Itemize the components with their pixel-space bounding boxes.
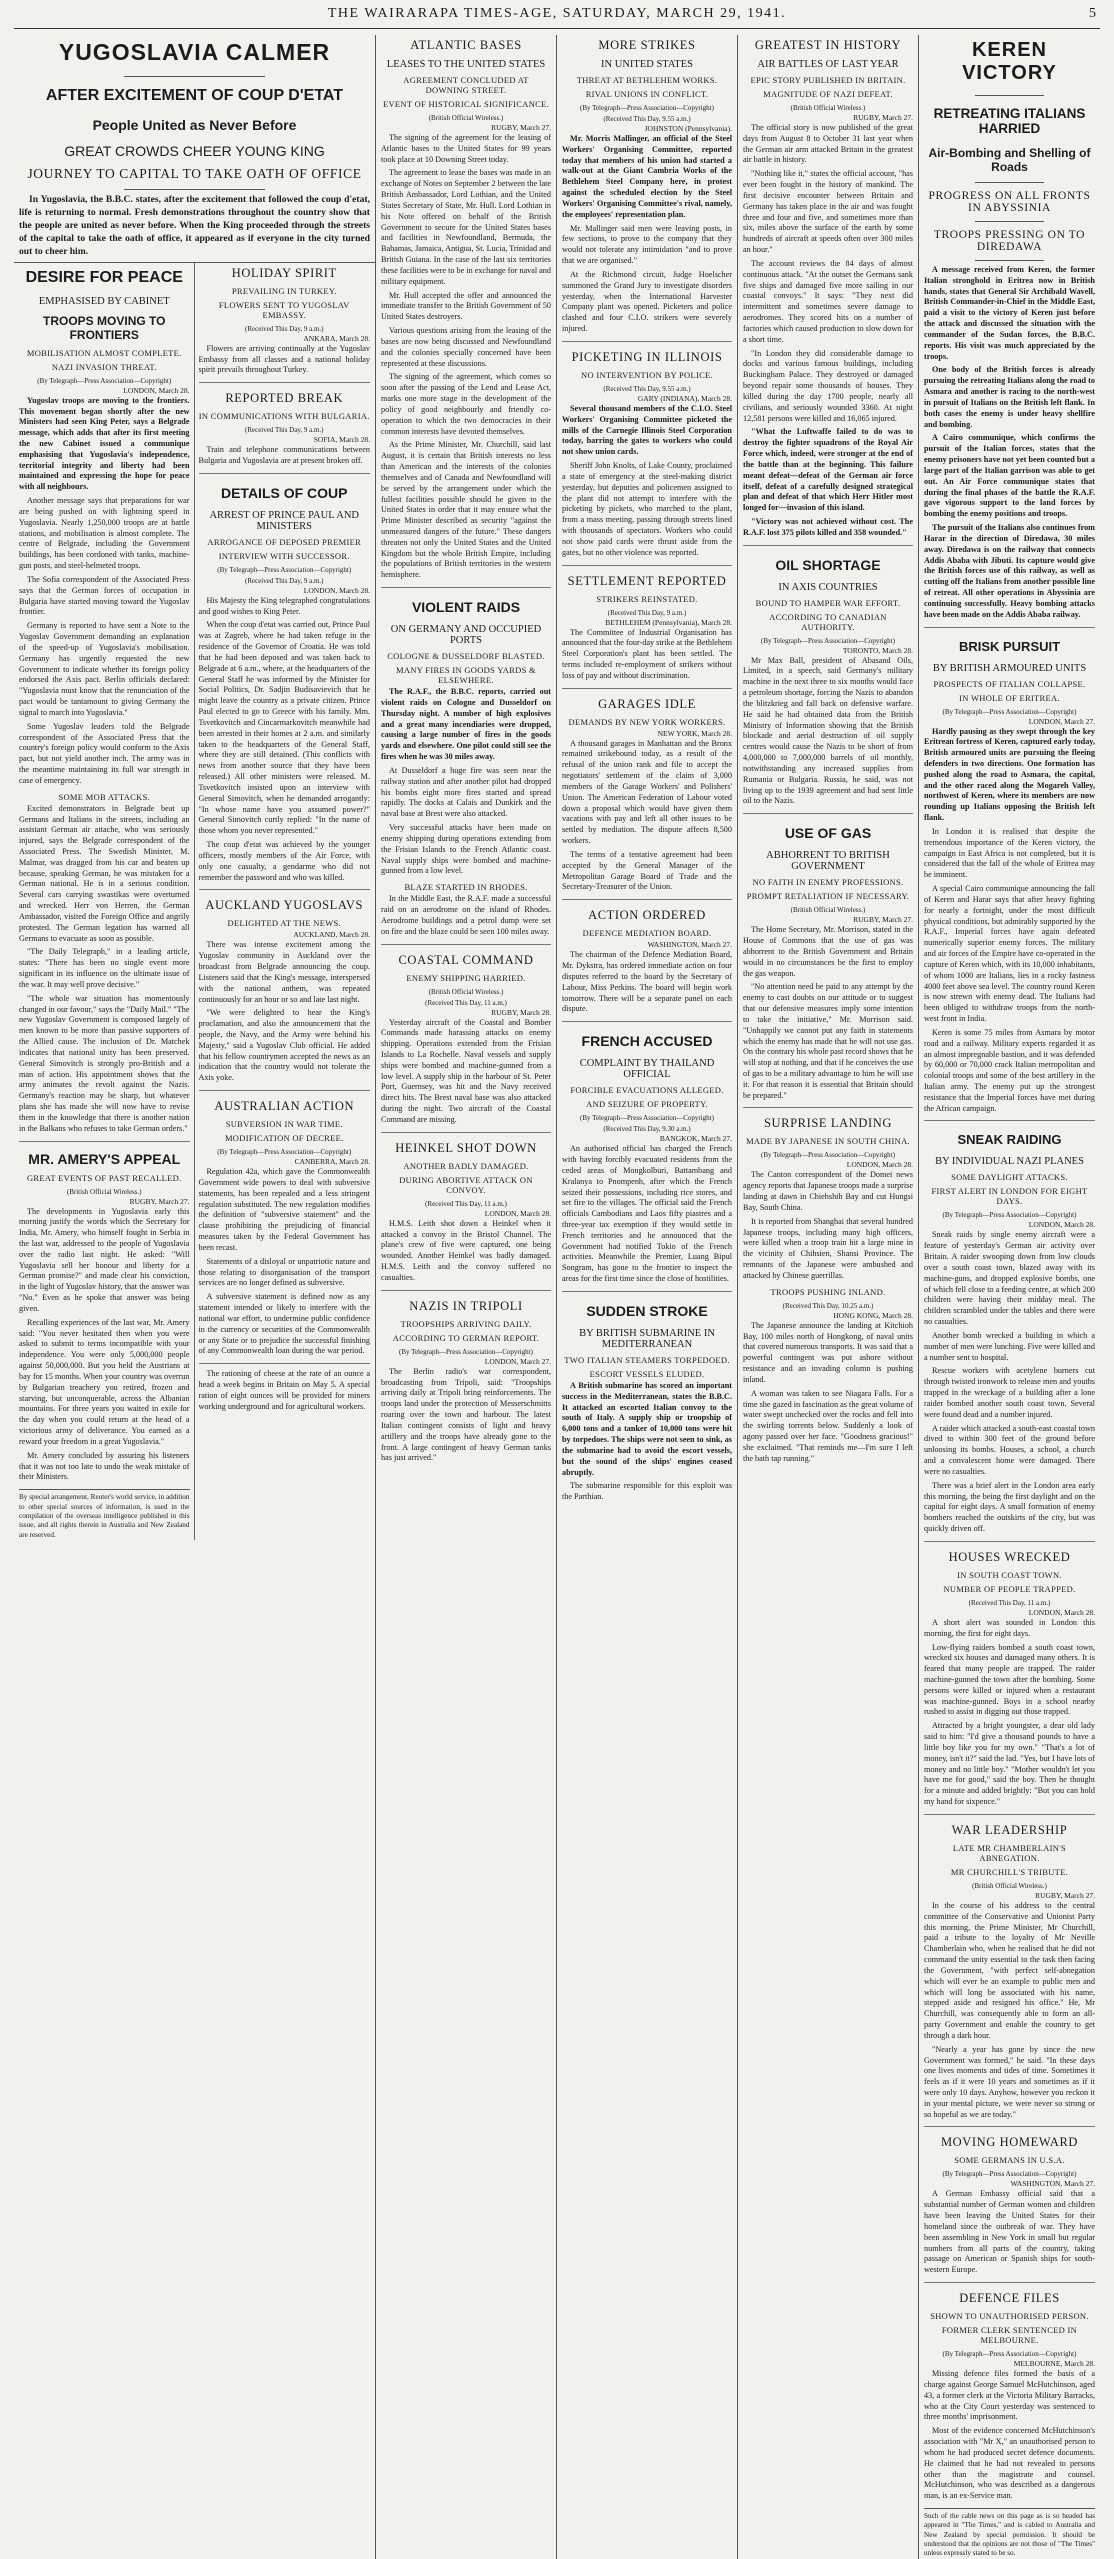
settlement-dateline: BETHLEHEM (Pennsylvania), March 28.	[605, 617, 732, 627]
defence-credit: (By Telegraph—Press Association—Copyright)	[942, 2350, 1077, 2359]
auckland-paragraph: "We were delighted to hear the King's proclamation, and also the announcement that the people, the Navy, and the Army were behind his Majesty," said a Yugoslav Club official. He added that his fellow countrymen accepted the news as an indication that the country would not tolerate the Axis yoke.	[198, 1008, 370, 1083]
homeward-deck-1: SOME GERMANS IN U.S.A.	[954, 2155, 1065, 2166]
coup-deck-1: ARREST OF PRINCE PAUL AND MINISTERS	[209, 509, 360, 532]
houses-paragraph: A short alert was sounded in London this morning, the first for eight days.	[924, 1617, 1095, 1638]
raids-paragraph: In the Middle East, the R.A.F. made a successful raid on an aerodrome on the island of Rhodes. Aerodrome buildings and a petrol dump were set on fire and the blaze could be seen 100 miles away.	[381, 894, 551, 936]
sneak-paragraph: Sneak raids by single enemy aircraft were a feature of yesterday's German air activity over Britain. A raider swooping down from low clouds over a south coast town, blazed away with its machine-guns, and dropped explosive bombs, one of which fell close to a feeding centre, at which 200 children were having their midday meal. The children scrambled under the tables and there were no casualties.	[924, 1230, 1095, 1327]
columns	[14, 35, 1100, 2558]
garages-paragraph: A thousand garages in Manhattan and the Bronx remained strikebound today, as a result of the refusal of the union rank and file to accept the negotiators' settlement of the claim of 3,000 members of the Garage Workers' and Polishers' Union. The American Federation of Labour voted down a proposal which would have given them vacations with pay and left all other issues to be settled by mediation. The dispute affects 8,500 workers.	[562, 738, 732, 846]
keren-paragraph: The pursuit of the Italians also continues from Harar in the direction of Diredawa, 30 miles away. Diredawa is on the railway that connects Addis Ababa with Jibuti. Its capture would give the British forces use of this railway, as well as cutting off the Italians from another possible line of retreat. All other operations in Abyssinia are continuing successfully. Heavy bombing attacks have been made on the Addis Ababa railway.	[924, 523, 1095, 619]
bases-dateline: RUGBY, March 27.	[491, 123, 551, 132]
french-paragraph: An authorised official has charged the French with having forcibly evacuated residents from the ceded areas of Mongkolburi, Battambang and Kralanya to Pnompenh, after which the French seized their possessions, including rice stores, and set fire to the villages. The official said the French officials Cambodians and Laos fifty piastres and a three-year tax exemption if they would settle in French territories and he announced that the Government had notified Tokio of the French activities. Meanwhile the Premier, Luang Bipul Songram, has gone to the frontier to inspect the areas for the first time since the close of hostilities.	[562, 1144, 732, 1284]
coup-deck-3: INTERVIEW WITH SUCCESSOR.	[218, 550, 350, 561]
article-keren-victory-lead	[924, 35, 1095, 621]
coup-dateline: LONDON, March 28.	[303, 585, 370, 595]
brisk-credit: (By Telegraph—Press Association—Copyright)	[942, 707, 1077, 716]
action-headline: ACTION ORDERED	[588, 908, 706, 923]
divider	[975, 95, 1043, 96]
auckland-dateline: AUCKLAND, March 28.	[293, 930, 370, 940]
french-credit-received: (Received This Day, 9.30 a.m.)	[603, 1125, 691, 1134]
landing-paragraph: It is reported from Shanghai that several hundred Japanese troops, including many high officers, were killed when a troop train hit a large mine in the vicinity of Chihsien, Shansi Province. The remnants of the Japanese were ambushed and attacked by Chinese guerrillas.	[743, 1216, 913, 1280]
houses-dateline: LONDON, March 28.	[1028, 1607, 1095, 1617]
peace-paragraph: Excited demonstrators in Belgrade beat up Germans and Italians in the streets, including an assistant German air attache, who was seriously injured, says the Belgrade correspondent of the Associated Press. The Swedish Minister, M. Malmar, was dragged from his car and beaten up because, speaking German, he was mistaken for a German national. He is in a serious condition. Several cars carrying swastikas were overturned and wrecked. Herr von Herren, the German Ambassador, visited the Foreign Office and angrily protested. The German legation has warned all Germans to evacuate as soon as possible.	[19, 803, 190, 943]
divider	[975, 221, 1043, 222]
auckland-headline: AUCKLAND YUGOSLAVS	[205, 898, 364, 913]
brisk-headline: BRISK PURSUIT	[958, 638, 1061, 654]
raids-deck-3: MANY FIRES IN GOODS YARDS & ELSEWHERE.	[396, 665, 536, 686]
peace-paragraph: Some Yugoslav leaders told the Belgrade correspondent of the Associated Press that the country's foreign policy would conform to the Axis pact, but not yield another inch. The army was in the meantime maintaining its full war strength in case of emergency.	[19, 721, 190, 785]
holiday-deck-2: FLOWERS SENT TO YUGOSLAV EMBASSY.	[218, 299, 350, 320]
article-action-ordered	[562, 899, 732, 1015]
article-more-strikes	[562, 35, 732, 335]
action-deck-1: DEFENCE MEDIATION BOARD.	[582, 928, 712, 939]
houses-paragraph: Low-flying raiders bombed a south coast town, wrecked six houses and damaged many others. It is feared that many people are trapped. The raider machine-gunned the town after the bombing. Some persons were killed or injured when a restaurant was machine-gunned. Boys in a school nearby rushed to assist in digging out those trapped.	[924, 1642, 1095, 1717]
peace-paragraph: "The whole war situation has momentously changed in our favour," says the "Daily Mail." "The new Yugoslav Government is composed largely of men known to be more than passive supporters of the Allied cause. The inclusion of Dr. Matchek indicates that national unity has been preserved. General Simovitch is strongly pro-British and a man of action. His appointment shows that the army animates the revolt against the Nazis. Germany's reaction may be sharp, but whatever plans she has made she will now have to revise them in the knowledge that there is another nation in the Balkans who refuses to take German orders."	[19, 993, 190, 1133]
coastal-deck-1: ENEMY SHIPPING HARRIED.	[406, 972, 526, 983]
defence-paragraph: Most of the evidence concerned McHutchinson's association with "Mr X," an unauthorised person to whom he had produced secret defence documents. He claimed that he had not revealed to persons other than the magistrate and counsel. McHutchinson, who was described as a dangerous man, is an ex-Service man.	[924, 2426, 1095, 2501]
raids-paragraph: At Dusseldorf a huge fire was seen near the railway station and after another pilot had dropped his bombs eight more fires started and spread rapidly. The docks at Calais and Dunkirk and the naval base at Brest were also attacked.	[381, 765, 551, 819]
australian-deck-2: MODIFICATION OF DECREE.	[224, 1133, 344, 1144]
sneak-dateline: LONDON, March 28.	[1028, 1220, 1095, 1230]
column-2	[195, 263, 371, 1540]
picketing-paragraph: Several thousand members of the C.I.O. Steel Workers' Organising Committee picketed the mills of the Carnegie Illinois Steel Corporation today, barring the gates to workers who could not show union cards.	[562, 403, 732, 457]
french-deck-1: COMPLAINT BY THAILAND OFFICIAL	[579, 1058, 715, 1081]
sneak-paragraph: Another bomb wrecked a building in which a number of men were lunching. Five were killed and a number sent to hospital.	[924, 1330, 1095, 1362]
keren-paragraph: One body of the British forces is already pursuing the retreating Italians along the road to Asmara and another is racing to the north-west in pursuit of Italians on the British left flank. In both cases the enemy is under heavy shellfire and bombing.	[924, 365, 1095, 429]
peace-subhead: SOME MOB ATTACKS.	[58, 791, 151, 802]
greatest-credit: (British Official Wireless.)	[790, 104, 866, 112]
peace-deck-3: MOBILISATION ALMOST COMPLETE.	[26, 347, 182, 358]
brisk-deck-3: IN WHOLE OF ERITREA.	[959, 692, 1060, 703]
amery-paragraph: Mr. Amery concluded by assuring his listeners that it was not too late to undo the weak mistake of their Ministers.	[19, 1450, 190, 1482]
holiday-paragraph: Flowers are arriving continually at the Yugoslav Embassy from all classes and a national holiday spirit prevails throughout Turkey.	[198, 343, 370, 375]
article-french-accused	[562, 1021, 732, 1285]
brisk-deck-2: PROSPECTS OF ITALIAN COLLAPSE.	[933, 678, 1086, 689]
war-leadership-paragraph: In the course of his address to the central committee of the Conservative and Unionist Party this morning, the Prime Minister, Mr Churchill, paid a tribute to the loyalty of Mr Neville Chamberlain who, when he realised that he did not command the unity essential to the task then facing the Government, "with perfect self-abnegation which will ever be an example to public men and which will long be associated with his name, stepped aside and resigned his office." He, Mr Churchill, was consequently able to form an all-party Government and enable the country to get through a dark hour.	[924, 1900, 1095, 2040]
greatest-paragraph: "Nothing like it," states the official account, "has ever been fought in the history of mankind. The first decisive encounter between Britain and Germany has taken place in the air and was fought three and four and five, and sometimes more than six, miles above the surface of the earth by some hundreds of aircraft at speeds often over 300 miles an hour."	[743, 169, 913, 255]
action-dateline: WASHINGTON, March 27.	[647, 940, 732, 950]
filler-paragraph: A woman was taken to see Niagara Falls. For a time she gazed in fascination as the great volume of water swept unchecked over the rocks and fell into the swirling torrents below. Suddenly a look of agony passed over her face. "Goodness gracious!" she exclaimed. "That reminds me—I'm sure I left the bath tap running."	[743, 1388, 913, 1463]
bases-paragraph: The signing of the agreement for the leasing of Atlantic bases to the United States for 99 years took place at 10 Downing Street today.	[381, 133, 551, 164]
bases-paragraph: The signing of the agreement, which comes so soon after the passing of the Lend and Lease Act, marks one more stage in the development of the policy of good neighbourly and friendly co-operation to which the two democracies in their common interests have devoted themselves.	[381, 372, 551, 436]
greatest-dateline: RUGBY, March 27.	[853, 113, 913, 122]
oil-credit: (By Telegraph—Press Association—Copyright)	[761, 636, 895, 645]
coup-headline: DETAILS OF COUP	[220, 484, 348, 501]
coup-paragraph: The coup d'etat was achieved by the younger officers, mostly members of the Air Force, with only one casualty, a gendarme who did not remember the password and who was killed.	[198, 840, 370, 882]
homeward-paragraph: A German Embassy official said that a substantial number of German women and children have been leaving the United States for their homeland since the outbreak of war. They have been assembling in New York in small but regular numbers from all parts of the country, taking passage on American or Spanish ships for south-western Europe.	[924, 2189, 1095, 2275]
article-details-of-coup	[199, 473, 371, 884]
column-5	[738, 35, 919, 2559]
cheese-paragraph: The rationing of cheese at the rate of an ounce a head a week begins in Britain on May 5. A special ration of eight ounces will be provided for miners working underground and for agricultural workers.	[198, 1369, 370, 1411]
oil-dateline: TORONTO, March 28.	[842, 645, 913, 655]
settlement-credit: (Received This Day, 9 a.m.)	[607, 608, 687, 617]
yugoslavia-headline: YUGOSLAVIA CALMER	[58, 39, 331, 65]
article-use-of-gas	[743, 813, 913, 1101]
filler-paragraph: Attracted by a bright youngster, a dear old lady said to him: "I'd give a thousand pounds to have a little boy like you for my own." "That's a lot of money, isn't it?" said the lad. "Yes, but I have lots of money and no little boy." "Mother wouldn't let you have me for good," said the boy. Then he thought for a minute and added brightly: "But you can hold my hand for sixpence."	[924, 1721, 1095, 1807]
coup-paragraph: When the coup d'etat was carried out, Prince Paul was at Zagreb, where he had taken refuge in the residence of the Governor of Croatia. He was told that he had been deposed and was taken back to Belgrade at 6 a.m., where, at the headquarters of the General Staff he was informed by the Minister for Social Politics, Dr. Sadjin Budisavievich that he might leave the country as a private citizen. Prince Paul elected to go to Greece with his family. Mm. Tsvetkovitch and Cincarmarkovitch meanwhile had been arrested in their homes at 2 a.m. and similarly taken to the headquarters of the General Staff, where they are still detained. (This conflicts with news from another source that they have been released.) All other ministers were released. M. Tsvetkovitch insisted upon an interview with General Simovitch, when he demanded arrogantly: "In whose name have you assumed power?" General Simovitch curtly replied: "In the name of those whom you never represented."	[198, 620, 370, 836]
strikes-paragraph: Mr. Mallinger said men were leaving posts, in few sections, to prove to the company that they would not tolerate any intimidation "and to prove that we are organised."	[562, 223, 732, 266]
masthead	[14, 0, 1100, 29]
divider	[124, 76, 264, 77]
holiday-credit: (Received This Day, 9 a.m.)	[244, 324, 324, 333]
picketing-paragraph: Sheriff John Knolts, of Lake County, proclaimed a state of emergency at the steel-making district yesterday, but deputies and policemen assigned to the plant did not attempt to interfere with the picketing by pickets, who marched to the plant, from a mass meeting, passing through streets lined with thousands of spectators. Workers who could not show paid cards were thrust aside from the gates, but no other violence was reported.	[562, 461, 732, 557]
heinkel-dateline: LONDON, March 28.	[484, 1208, 551, 1218]
war-leadership-dateline: RUGBY, March 27.	[1035, 1890, 1095, 1900]
bases-deck-3: EVENT OF HISTORICAL SIGNIFICANCE.	[382, 99, 550, 109]
peace-paragraph: The Sofia correspondent of the Associated Press says that the German forces of occupation in Bulgaria have started moving toward the Yugoslav frontier.	[19, 574, 190, 617]
article-houses-wrecked	[924, 1541, 1095, 1808]
raids-deck-1: ON GERMANY AND OCCUPIED PORTS	[390, 624, 542, 647]
peace-deck-2: TROOPS MOVING TO FRONTIERS	[43, 313, 166, 342]
garages-headline: GARAGES IDLE	[598, 696, 696, 711]
strikes-credit: (By Telegraph—Press Association—Copyright)	[580, 104, 714, 112]
bases-credit: (British Official Wireless.)	[428, 114, 504, 122]
keren-deck-1: RETREATING ITALIANS HARRIED	[933, 106, 1086, 136]
raids-subhead: BLAZE STARTED IN RHODES.	[404, 882, 528, 893]
french-deck-2: FORCIBLE EVACUATIONS ALLEGED.	[570, 1085, 724, 1096]
landing-deck-1: MADE BY JAPANESE IN SOUTH CHINA.	[746, 1136, 910, 1147]
article-atlantic-bases	[381, 35, 551, 581]
coup-credit: (By Telegraph—Press Association—Copyright)	[217, 565, 352, 574]
french-credit: (By Telegraph—Press Association—Copyright)	[580, 1114, 714, 1123]
tripoli-paragraph: The Berlin radio's war correspondent, broadcasting from Tripoli, said: "Troopships arriving daily at Tripoli bring reinforcements. The troops land under the protection of Messerschmitts roaring over the town and harbour. The latest Italian contingent consists of light and heavy artillery and the troops have already gone to the front. A large contingent of heavy German tanks has just arrived."	[381, 1366, 551, 1463]
sneak-paragraph: A raider which attacked a south-east coastal town dived to within 300 feet of the ground before unloosing its bombs. Houses, a school, a church and a convalescent home were damaged. There were no casualties.	[924, 1423, 1095, 1476]
defence-headline: DEFENCE FILES	[959, 2291, 1060, 2306]
greatest-paragraph: "Victory was not achieved without cost. The R.A.F. lost 375 pilots killed and 358 wounded."	[743, 516, 913, 537]
amery-credit: (British Official Wireless.)	[66, 1187, 142, 1196]
greatest-deck-1: AIR BATTLES OF LAST YEAR	[757, 59, 899, 70]
coastal-credit-received: (Received This Day, 11 a.m.)	[425, 998, 507, 1007]
column-3	[376, 35, 557, 2559]
coastal-credit: (British Official Wireless.)	[428, 987, 504, 996]
raids-paragraph: Very successful attacks have been made on enemy shipping during operations extending from the Frisian Islands to the French Atlantic coast. Naval supply ships were bombed and machine-gunned from a low level.	[381, 823, 551, 876]
sneak-deck-1: BY INDIVIDUAL NAZI PLANES	[935, 1156, 1084, 1168]
article-oil-shortage	[743, 545, 913, 808]
yugoslavia-deck-2: People United as Never Before	[92, 117, 297, 133]
article-sudden-stroke	[562, 1291, 732, 1503]
break-headline: REPORTED BREAK	[225, 391, 344, 406]
sneak-credit: (By Telegraph—Press Association—Copyright)	[942, 1211, 1077, 1220]
peace-credit: (By Telegraph—Press Association—Copyright)	[37, 376, 172, 385]
peace-deck-4: NAZI INVASION THREAT.	[51, 361, 157, 372]
brisk-deck-1: BY BRITISH ARMOURED UNITS	[932, 662, 1087, 674]
oil-paragraph: Mr Max Ball, president of Abasand Oils, Limited, in a speech, said Germany's military machine in the next three to six months would face a petroleum shortage, forcing the Nazis to abandon the blitzkrieg and fall back on defensive warfare. He said he had obtained data from the British Ministry of Information showing that the British blockade and aerial destruction of oil supply centres would cause the Nazis to be short of from 4,000,000 to 7,000,000 barrels of oil monthly, notwithstanding any increased supplies from Rumania or Bulgaria. Russia, he said, was not living up to the 1939 agreement and had sent little oil to the Nazis.	[743, 655, 913, 806]
french-deck-3: AND SEIZURE OF PROPERTY.	[586, 1099, 708, 1110]
settlement-headline: SETTLEMENT REPORTED	[567, 573, 727, 588]
brisk-dateline: LONDON, March 27.	[1028, 716, 1095, 726]
australian-headline: AUSTRALIAN ACTION	[214, 1099, 355, 1114]
divider	[124, 189, 264, 190]
war-leadership-paragraph: "Nearly a year has gone by since the new Government was formed," he said. "In these days one lives moments and tides of time. Sometimes it feels as if it were 10 years and sometimes as if it were only 10 days. Anyhow, however you reckon it in your mental picture, we were never so strong or so hopeful as we are today."	[924, 2044, 1095, 2119]
oil-headline: OIL SHORTAGE	[775, 556, 881, 573]
article-moving-homeward	[924, 2126, 1095, 2276]
bases-paragraph: Mr. Hull accepted the offer and announced the immediate transfer to the British Government of 50 United States destroyers.	[381, 290, 551, 322]
amery-headline: MR. AMERY'S APPEAL	[28, 1150, 181, 1167]
landing-headline: SURPRISE LANDING	[763, 1116, 892, 1131]
australian-credit: (By Telegraph—Press Association—Copyright)	[217, 1148, 352, 1157]
homeward-dateline: WASHINGTON, March 27.	[1010, 2179, 1095, 2189]
landing-credit: (By Telegraph—Press Association—Copyright)	[761, 1151, 895, 1160]
article-heinkel-shot-down	[381, 1132, 551, 1284]
coastal-headline: COASTAL COMMAND	[398, 952, 534, 967]
garages-paragraph: The terms of a tentative agreement had been accepted by the General Manager of the Metropolitan Garage Board of Trade and the Secretary-Treasurer of the Union.	[562, 849, 732, 892]
article-nazis-in-tripoli	[381, 1290, 551, 1464]
yugoslavia-deck-1: AFTER EXCITEMENT OF COUP D'ETAT	[45, 87, 344, 104]
brisk-paragraph: Keren is some 75 miles from Asmara by motor road and a railway. Military experts regarded it as an almost impregnable bastion, and it was defended by 60,000 or 70,000 crack Italian metropolitan and colonial troops and some of the best artillery in the Italian army. The enemy put up the strongest resistance that the Imperial forces have met during the African campaign.	[924, 1027, 1095, 1113]
gas-credit: (British Official Wireless.)	[790, 906, 866, 915]
defence-paragraph: Missing defence files formed the basis of a charge against George Samuel McHutchinson, aged 43, a former clerk at the Victoria Military Barracks, who at the City Court yesterday was sentenced to three months' imprisonment.	[924, 2369, 1095, 2422]
masthead-title: THE WAIRARAPA TIMES-AGE, SATURDAY, MARCH 29, 1941.	[327, 6, 787, 21]
sneak-deck-2: SOME DAYLIGHT ATTACKS.	[951, 1172, 1068, 1183]
war-leadership-deck-1: LATE MR CHAMBERLAIN'S ABNEGATION.	[952, 1842, 1067, 1863]
article-auckland-yugoslavs	[199, 889, 371, 1084]
greatest-deck-3: MAGNITUDE OF NAZI DEFEAT.	[763, 89, 893, 99]
page-number: 5	[1089, 6, 1096, 21]
australian-paragraph: Statements of a disloyal or unpatriotic nature and those relating to disorganisation of the transport services are no longer defined as subversive.	[198, 1256, 370, 1288]
auckland-paragraph: There was intense excitement among the Yugoslav community in Auckland over the broadcast from Belgrade announcing the coup. Listeners said that the King's message, interspersed with the national anthem, was repeated continuously for an hour or so and late last night.	[198, 940, 370, 1004]
australian-dateline: CANBERRA, March 28.	[294, 1157, 370, 1167]
holiday-dateline: ANKARA, March 28.	[303, 333, 370, 343]
keren-paragraph: A message received from Keren, the former Italian stronghold in Eritrea now in British hands, states that General Sir Archibald Wavell, British Commander-in-Chief in the Middle East, paid a visit to the victory of Keren just before the attack and discussed the situation with the commander of the Sudan forces, the B.B.C. reports. His visit was much appreciated by the troops.	[924, 265, 1095, 361]
tripoli-credit: (By Telegraph—Press Association—Copyright)	[399, 1347, 533, 1356]
sudden-deck-1: BY BRITISH SUBMARINE IN MEDITERRANEAN	[579, 1327, 715, 1350]
houses-credit: (Received This Day, 11 a.m.)	[968, 1598, 1051, 1607]
greatest-paragraph: The account reviews the 84 days of almost continuous attack. "At the outset the Germans sank five ships and damaged five more sailing in our coastal convoys." It says: "They next did intermittent and sometimes severe damage to aerodromes. They scored hits on a number of factories which caused production to slow down for a short time.	[743, 258, 913, 344]
bases-paragraph: Various questions arising from the leasing of the bases are now being discussed and Newfoundland and the colonies specially concerned have been represented at these discussions.	[381, 326, 551, 368]
brisk-paragraph: A special Cairo communique announcing the fall of Keren and Harar says that after heavy fighting for nearly a fortnight, under the most difficult physical conditions, but admirably supported by the R.A.F., Imperial forces have again defeated numerically superior enemy forces. The military and air forces of the Empire have co-operated in the capture of Keren which, with its 10,000 inhabitants, of whom 1000 are Italians, lies in a rocky fastness 4000 feet above sea level. The country round Keren is now strewn with enemy dead. The Italians had been obliged to withdraw troops from the north-west front in India.	[924, 884, 1095, 1024]
yugoslavia-lead-paragraph: In Yugoslavia, the B.B.C. states, after the excitement that followed the coup d'etat, life is returning to normal. Fresh demonstrations throughout the country show that the people are united as never before. When the King proceeded through the streets of the capital to take the oath of office, it appeared as if everyone in the city turned out to cheer him.	[19, 194, 370, 257]
picketing-headline: PICKETING IN ILLINOIS	[571, 349, 723, 364]
brisk-paragraph: In London it is realised that despite the tremendous importance of the Keren victory, the campaign in East Africa is not completed, but it is considered that the fall of the whole of Eritrea may be imminent.	[924, 826, 1095, 880]
french-dateline: BANGKOK, March 27.	[659, 1134, 732, 1144]
coup-deck-2: ARROGANCE OF DEPOSED PREMIER	[207, 536, 362, 547]
bases-deck-1: LEASES TO THE UNITED STATES	[386, 59, 546, 70]
raids-paragraph: The R.A.F., the B.B.C. reports, carried out violent raids on Cologne and Dusseldorf on Thursday night. A number of high explosives and a great many incendiaries were dropped, causing a large number of fires in the goods yards and elsewhere. One pilot could still see the fires when he was 30 miles away.	[381, 687, 551, 762]
break-paragraph: Train and telephone communications between Bulgaria and Yugoslavia are at present broken off.	[198, 445, 370, 465]
gas-paragraph: "No attention need be paid to any attempt by the enemy to cast doubts on our attitude or to suggest that our defensive measures imply some intention to take the initiative," Mr. Morrison said. "Unhappily we cannot put any faith in statements which the enemy has made that he will not use gas. On the contrary his whole past record shows that he will stop at nothing, and that if he conceives the use of gas to be a military advantage to him he will use it. For that reason it is essential that Britain should be prepared."	[743, 982, 913, 1100]
action-paragraph: The chairman of the Defence Mediation Board, Mr. Dykstra, has ordered immediate action on four disputes referred to the board by the Secretary of Labour, Miss Perkins. The board will begin work tomorrow. There will be a separate panel on each dispute.	[562, 950, 732, 1014]
war-leadership-deck-2: MR CHURCHILL'S TRIBUTE.	[950, 1866, 1069, 1877]
greatest-paragraph: "In London they did considerable damage to docks and various famous buildings, including Buckingham Palace. They destroyed or damaged beyond repair some thousands of houses. They killed during the day 1700 people, nearly all civilians, and seriously wounded 3360. At night 12,581 persons were killed and 16,065 injured.	[743, 348, 913, 423]
break-credit: (Received This Day, 9 a.m.)	[244, 426, 324, 435]
australian-paragraph: Regulation 42a, which gave the Commonwealth Government wide powers to deal with subversive statements, has been repealed and a less stringent regulation substituted. The new regulation modifies the definition of "subversive statement" and the clause prohibiting the prejudicing of financial measures taken by the Federal Government has been recast.	[198, 1167, 370, 1252]
war-leadership-credit: (British Official Wireless.)	[972, 1881, 1047, 1890]
amery-deck-1: GREAT EVENTS OF PAST RECALLED.	[26, 1172, 182, 1183]
houses-headline: HOUSES WRECKED	[948, 1549, 1071, 1564]
coup-paragraph: His Majesty the King telegraphed congratulations and good wishes to King Peter.	[198, 595, 370, 616]
keren-deck-3: PROGRESS ON ALL FRONTS IN ABYSSINIA	[928, 190, 1091, 214]
column-4	[557, 35, 738, 2559]
keren-paragraph: A Cairo communique, which confirms the pursuit of the Italian forces, states that the enemy prisoners have not yet been counted but a large part of the Italian garrison was able to get out. An Air Force communique states that during the final phases of the battle the R.A.F. gave vigorous support to the land forces by bombing the enemy positions and troops.	[924, 433, 1095, 519]
divider	[975, 260, 1043, 261]
footnote-times: Such of the cable news on this page as is so headed has appeared in "The Times," and is cabled to Australia and New Zealand by special permission. It should be understood that the opinions are not those of "The Times" unless expressly stated to be so.	[924, 2508, 1095, 2559]
article-war-leadership	[924, 1814, 1095, 2121]
defence-deck-2: FORMER CLERK SENTENCED IN MELBOURNE.	[941, 2325, 1078, 2346]
homeward-credit: (By Telegraph—Press Association—Copyright)	[942, 2170, 1077, 2179]
tripoli-headline: NAZIS IN TRIPOLI	[409, 1298, 523, 1313]
gas-deck-3: PROMPT RETALIATION IF NECESSARY.	[746, 891, 910, 902]
greatest-headline: GREATEST IN HISTORY	[754, 38, 902, 52]
bases-deck-2: AGREEMENT CONCLUDED AT DOWNING STREET.	[403, 75, 529, 95]
peace-paragraph: "The Daily Telegraph," in a leading article, states: "There has been no single event more significant in its influence on the ultimate issue of the war. It may well prove decisive."	[19, 947, 190, 989]
sudden-deck-2: TWO ITALIAN STEAMERS TORPEDOED.	[564, 1354, 730, 1365]
yugoslavia-deck-4: JOURNEY TO CAPITAL TO TAKE OATH OF OFFICE	[27, 166, 362, 181]
gas-paragraph: The Home Secretary, Mr. Morrison, stated in the House of Commons that the use of gas was abhorrent to the British Government and Britain would in no circumstances be the first to employ the gas weapon.	[743, 925, 913, 978]
gas-headline: USE OF GAS	[784, 825, 872, 842]
war-leadership-headline: WAR LEADERSHIP	[951, 1822, 1068, 1837]
landing-paragraph: The Japanese announce the landing at Kitchioh Bay, 100 miles north of Hongkong, of naval units that covered numerous transports. It was said that a powerful contingent was put ashore without resistance and an invading column is pushing inland.	[743, 1320, 913, 1384]
garages-dateline: NEW YORK, March 28.	[657, 728, 732, 738]
article-violent-raids	[381, 587, 551, 937]
brisk-paragraph: Hardly pausing as they swept through the key Eritrean fortress of Keren, captured early today, British armoured units are pursuing the fleeing defenders in two directions. One formation has pushed along the road to Asmara, the capital, and the other raced along the Mogareh Valley, northwest of Keren, where its members are now rounding up Italians opposing the British left flank.	[924, 726, 1095, 823]
strikes-deck-2: THREAT AT BETHLEHEM WORKS.	[576, 75, 718, 85]
peace-deck-1: EMPHASISED BY CABINET	[38, 295, 170, 307]
sneak-headline: SNEAK RAIDING	[957, 1132, 1062, 1148]
houses-deck-1: IN SOUTH COAST TOWN.	[957, 1569, 1062, 1580]
coastal-dateline: RUGBY, March 28.	[491, 1007, 551, 1017]
strikes-deck-3: RIVAL UNIONS IN CONFLICT.	[585, 89, 709, 99]
article-defence-files	[924, 2282, 1095, 2502]
holiday-deck-1: PREVAILING IN TURKEY.	[231, 285, 337, 296]
sneak-paragraph: There was a brief alert in the London area early this morning, the being the first daylight and on the capital for eight days. A small formation of enemy bombers reached the outskirts of the city, but was quickly driven off.	[924, 1480, 1095, 1534]
peace-paragraph: Germany is reported to have sent a Note to the Yugoslav Government demanding an explanation of the speed-up of Yugoslavia's mobilisation. Germany has urgently requested the new Government to indicate whether its foreign policy endorsed the Axis pact. Berlin officials declared: "Yugoslavia must know that the renunciation of the pact would be tantamount to giving Germany the signal to march into Yugoslavia."	[19, 621, 190, 717]
picketing-dateline: GARY (INDIANA), March 28.	[637, 393, 732, 403]
oil-deck-1: IN AXIS COUNTRIES	[778, 581, 878, 593]
bases-paragraph: As the Prime Minister, Mr. Churchill, said last August, it is certain that British interests no less than American and the interests of the colonies themselves and of Canada and Newfoundland will be served by the arrangement under which the fullest facilities possible should be given to the United States in order that it may ensure what the Prime Minister described as security "against the unmeasured dangers of the future." These dangers threaten not only the United States and the United Kingdom but the whole British Empire, including the populations of British territories in the western hemisphere.	[381, 440, 551, 580]
landing-dateline: LONDON, March 28.	[846, 1160, 913, 1170]
article-greatest-in-history	[743, 35, 913, 539]
defence-deck-1: SHOWN TO UNAUTHORISED PERSON.	[930, 2311, 1089, 2322]
sneak-deck-3: FIRST ALERT IN LONDON FOR EIGHT DAYS.	[931, 1186, 1088, 1207]
oil-deck-3: ACCORDING TO CANADIAN AUTHORITY.	[769, 611, 887, 632]
article-reported-break	[199, 382, 371, 467]
column-1-2	[14, 35, 376, 2559]
article-amery-appeal	[19, 1141, 190, 1484]
auckland-deck-1: DELIGHTED AT THE NEWS.	[227, 918, 341, 929]
coup-credit-received: (Received This Day, 9 a.m.)	[244, 576, 324, 585]
article-australian-action	[199, 1090, 371, 1357]
peace-dateline: LONDON, March 28.	[123, 385, 190, 395]
tripoli-deck-2: ACCORDING TO GERMAN REPORT.	[392, 1332, 540, 1343]
yugoslavia-deck-3: GREAT CROWDS CHEER YOUNG KING	[64, 143, 325, 159]
column-6	[919, 35, 1100, 2559]
strikes-dateline: JOHNSTON (Pennsylvania).	[644, 124, 732, 133]
heinkel-deck-1: ANOTHER BADLY DAMAGED.	[403, 1160, 529, 1171]
sudden-paragraph: The submarine responsible for this exploit was the Parthian.	[562, 1481, 732, 1502]
amery-dateline: RUGBY, March 27.	[129, 1196, 190, 1206]
amery-paragraph: The developments in Yugoslavia early this morning justify the words which the Secretary for India, Mr. Amery, who himself fought in Serbia in the last war, addressed to the people of Yugoslavia over the radio last night. He asked: "Will Yugoslavia sell her honour and liberty for a German promise?" and made clear his conviction, in the light of Yugoslav history, that the answer was "No." Even as he spoke that answer was being given.	[19, 1206, 190, 1313]
bases-headline: ATLANTIC BASES	[410, 38, 522, 52]
heinkel-deck-2: DURING ABORTIVE ATTACK ON CONVOY.	[399, 1174, 533, 1195]
houses-deck-2: NUMBER OF PEOPLE TRAPPED.	[943, 1583, 1076, 1594]
landing-dateline-2: HONG KONG, March 28.	[833, 1310, 913, 1320]
raids-headline: VIOLENT RAIDS	[411, 599, 521, 616]
article-holiday-spirit	[199, 263, 371, 376]
coastal-paragraph: Yesterday aircraft of the Coastal and Bomber Commands made harassing attacks on enemy shipping. Operations extended from the Frisian Islands to La Rochelle. Naval vessels and supply ships were bombed and machine-gunned from a low level. A supply ship in the harbour of St. Peter Port, Guernsey, was hit and the Navy received direct hits. The Brest naval base was also attacked during the night. Two aircraft of the Coastal Command are missing.	[381, 1017, 551, 1124]
australian-deck-1: SUBVERSION IN WAR TIME.	[225, 1119, 343, 1130]
greatest-paragraph: The official story is now published of the great days from August 8 to October 31 last year when the German air arm attacked Britain in the greatest air battle in history.	[743, 123, 913, 165]
australian-paragraph: A subversive statement is defined now as any statement intended or likely to interfere with the national war effort, to undermine public confidence in the currency or securities of the Commonwealth or any State or to prejudice the successful finishing of any Commonwealth loan during the war period.	[198, 1292, 370, 1356]
heinkel-paragraph: H.M.S. Leith shot down a Heinkel when it attacked a convoy in the Bristol Channel. The plane's crew of five were captured, one being wounded. Another Heinkel was badly damaged. H.M.S. Leith and the convoy suffered no casualties.	[381, 1218, 551, 1282]
keren-deck-4: TROOPS PRESSING ON TO DIREDAWA	[933, 229, 1086, 253]
article-cheese-rationing	[199, 1363, 371, 1412]
tripoli-deck-1: TROOPSHIPS ARRIVING DAILY.	[400, 1318, 532, 1329]
defence-dateline: MELBOURNE, March 28.	[1013, 2359, 1095, 2369]
greatest-paragraph: "What the Luftwaffe failed to do was to destroy the fighter squadrons of the Royal Air Force which, indeed, were stronger at the end of the battle than at the beginning. This failure meant defeat—defeat of the German air force itself, defeat of a carefully designed strategical plan and defeat of that which Herr Hitler most longed for—invasion of this island.	[743, 427, 913, 513]
footnote-reuter: By special arrangement, Reuter's world service, in addition to other special sources of information, is used in the compilation of the overseas intelligence published in this issue, and all rights therein in Australia and New Zealand are reserved.	[19, 1489, 190, 1540]
strikes-paragraph: At the Richmond circuit, Judge Hoelscher summoned the Grand Jury to investigate disorders yesterday, when the International Harvester Company plant was opened. Picketers and police clashed and four C.I.O. strikers were severely injured.	[562, 269, 732, 334]
column-1	[19, 263, 195, 1540]
divider	[975, 182, 1043, 183]
heinkel-credit: (Received This Day, 11 a.m.)	[425, 1199, 507, 1208]
french-headline: FRENCH ACCUSED	[581, 1033, 713, 1050]
break-dateline: SOFIA, March 28.	[313, 435, 370, 445]
greatest-deck-2: EPIC STORY PUBLISHED IN BRITAIN.	[750, 75, 906, 85]
article-sneak-raiding	[924, 1120, 1095, 1534]
break-deck-1: IN COMMUNICATIONS WITH BULGARIA.	[198, 411, 370, 422]
sudden-deck-3: ESCORT VESSELS ELUDED.	[589, 1368, 705, 1379]
peace-headline: DESIRE FOR PEACE	[25, 268, 183, 286]
gas-dateline: RUGBY, March 27.	[853, 915, 913, 925]
article-settlement-reported	[562, 565, 732, 682]
sneak-paragraph: Rescue workers with acetylene burners cut through twisted ironwork to release men and youths trapped in the wreckage of a building after a lone raider bombed another south coast town. Several were found dead and a number injured.	[924, 1366, 1095, 1419]
tripoli-dateline: LONDON, March 27.	[484, 1356, 551, 1366]
sudden-headline: SUDDEN STROKE	[586, 1302, 708, 1319]
article-garages-idle	[562, 688, 732, 894]
picketing-credit: (Received This Day, 9.55 a.m.)	[603, 384, 691, 393]
landing-subhead: TROOPS PUSHING INLAND.	[770, 1286, 886, 1297]
oil-deck-2: BOUND TO HAMPER WAR EFFORT.	[755, 597, 901, 608]
strikes-credit-received: (Received This Day, 9.55 a.m.)	[603, 115, 691, 123]
gas-deck-1: ABHORRENT TO BRITISH GOVERNMENT	[766, 850, 890, 873]
strikes-headline: MORE STRIKES	[598, 38, 696, 52]
landing-paragraph: The Canton correspondent of the Domei news agency reports that Japanese troops made a surprise landing at dawn in Chiehshih Bay and cut Hungsi Bay, South China.	[743, 1170, 913, 1212]
holiday-headline: HOLIDAY SPIRIT	[231, 265, 337, 280]
amery-paragraph: Recalling experiences of the last war, Mr. Amery said: "You never hesitated then when you were asked to submit to terms incompatible with your independence. You were only 5,000,000 people against 50,000,000. But you held the Austrians at bay for 15 months. When your country was overrun by Bulgarian treachery you retired, frozen and starving, but unconquerable, across the Albanian mountains. For three years you waited in exile for the day when you could return at the head of a victorious army of deliverance. You earned as a reward your freedom in a great Yugoslavia."	[19, 1317, 190, 1446]
article-desire-for-peace	[19, 263, 190, 1135]
sub-columns	[14, 263, 375, 1540]
keren-deck-2: Air-Bombing and Shelling of Roads	[928, 146, 1091, 174]
article-brisk-pursuit	[924, 627, 1095, 1115]
keren-headline: KEREN VICTORY	[962, 39, 1057, 84]
picketing-deck-1: NO INTERVENTION BY POLICE.	[581, 369, 713, 380]
sudden-paragraph: A British submarine has scored an important success in the Mediterranean, states the B.B.C. It attacked an escorted Italian convoy to the south of Italy. A supply ship or troopship of 6,000 tons and a tanker of 10,000 tons were hit by torpedoes. The ships were not seen to sink, as the submarine had to avoid the escort vessels, but the sound of the ships' engines ceased abruptly.	[562, 1380, 732, 1477]
landing-credit-received: (Received This Day, 10.25 a.m.)	[782, 1301, 874, 1310]
homeward-headline: MOVING HOMEWARD	[940, 2135, 1079, 2150]
gas-deck-2: NO FAITH IN ENEMY PROFESSIONS.	[752, 877, 904, 888]
article-surprise-landing	[743, 1107, 913, 1464]
article-picketing-illinois	[562, 341, 732, 559]
bases-paragraph: The agreement to lease the bases was made in an exchange of Notes on September 2 between the late British Ambassador, Lord Lothian, and the United States Secretary of State, Mr. Hull. Lord Lothian in his Note offered on behalf of the British Government to secure for the United States bases and facilities in Newfoundland, Bermuda, the Bahamas, Jamaica, Antigua, St. Lucia, Trinidad and British Guiana. In the case of the last six territories these facilities were to be in exchange for naval and military equipment.	[381, 168, 551, 286]
heinkel-headline: HEINKEL SHOT DOWN	[395, 1140, 537, 1155]
yugoslavia-lead-article	[14, 35, 375, 263]
garages-deck-1: DEMANDS BY NEW YORK WORKERS.	[568, 716, 726, 727]
settlement-paragraph: The Committee of Industrial Organisation has announced that the four-day strike at the Bethlehem Steel Corporation's plant has been settled. The terms included re-employment of strikers without loss of pay and without discrimination.	[562, 627, 732, 680]
article-coastal-command	[381, 944, 551, 1126]
strikes-paragraph: Mr. Morris Mallinger, an official of the Steel Workers' Organising Committee, reported today that members of his union had started a walk-out at the Giant Cambria Works of the Bethlehem Steel Company here, in protest against the scheduled election by the Steel Workers' Organising Committee's rival, namely, the employees' representation plan.	[562, 134, 732, 219]
strikes-deck-1: IN UNITED STATES	[601, 59, 693, 70]
settlement-deck-1: STRIKERS REINSTATED.	[596, 593, 698, 604]
raids-deck-2: COLOGNE & DUSSELDORF BLASTED.	[387, 651, 545, 662]
peace-paragraph: Another message says that preparations for war are being pushed on with lightning speed in Yugoslavia. Nearly 1,250,000 troops are at battle stations, and mobilisation is almost complete. The centre of Belgrade, including the Government buildings, has been cordoned with tanks, machine-gun posts, and steel-helmeted troops.	[19, 496, 190, 571]
peace-paragraph: Yugoslav troops are moving to the frontiers. This movement began shortly after the new Ministers had seen King Peter, says a Belgrade message, which adds that after its first meeting the new Cabinet issued a communique emphasising that Yugoslavia's independence, territorial integrity and liberty had been maintained and expressing the hope for peace with all neighbours.	[19, 395, 190, 492]
